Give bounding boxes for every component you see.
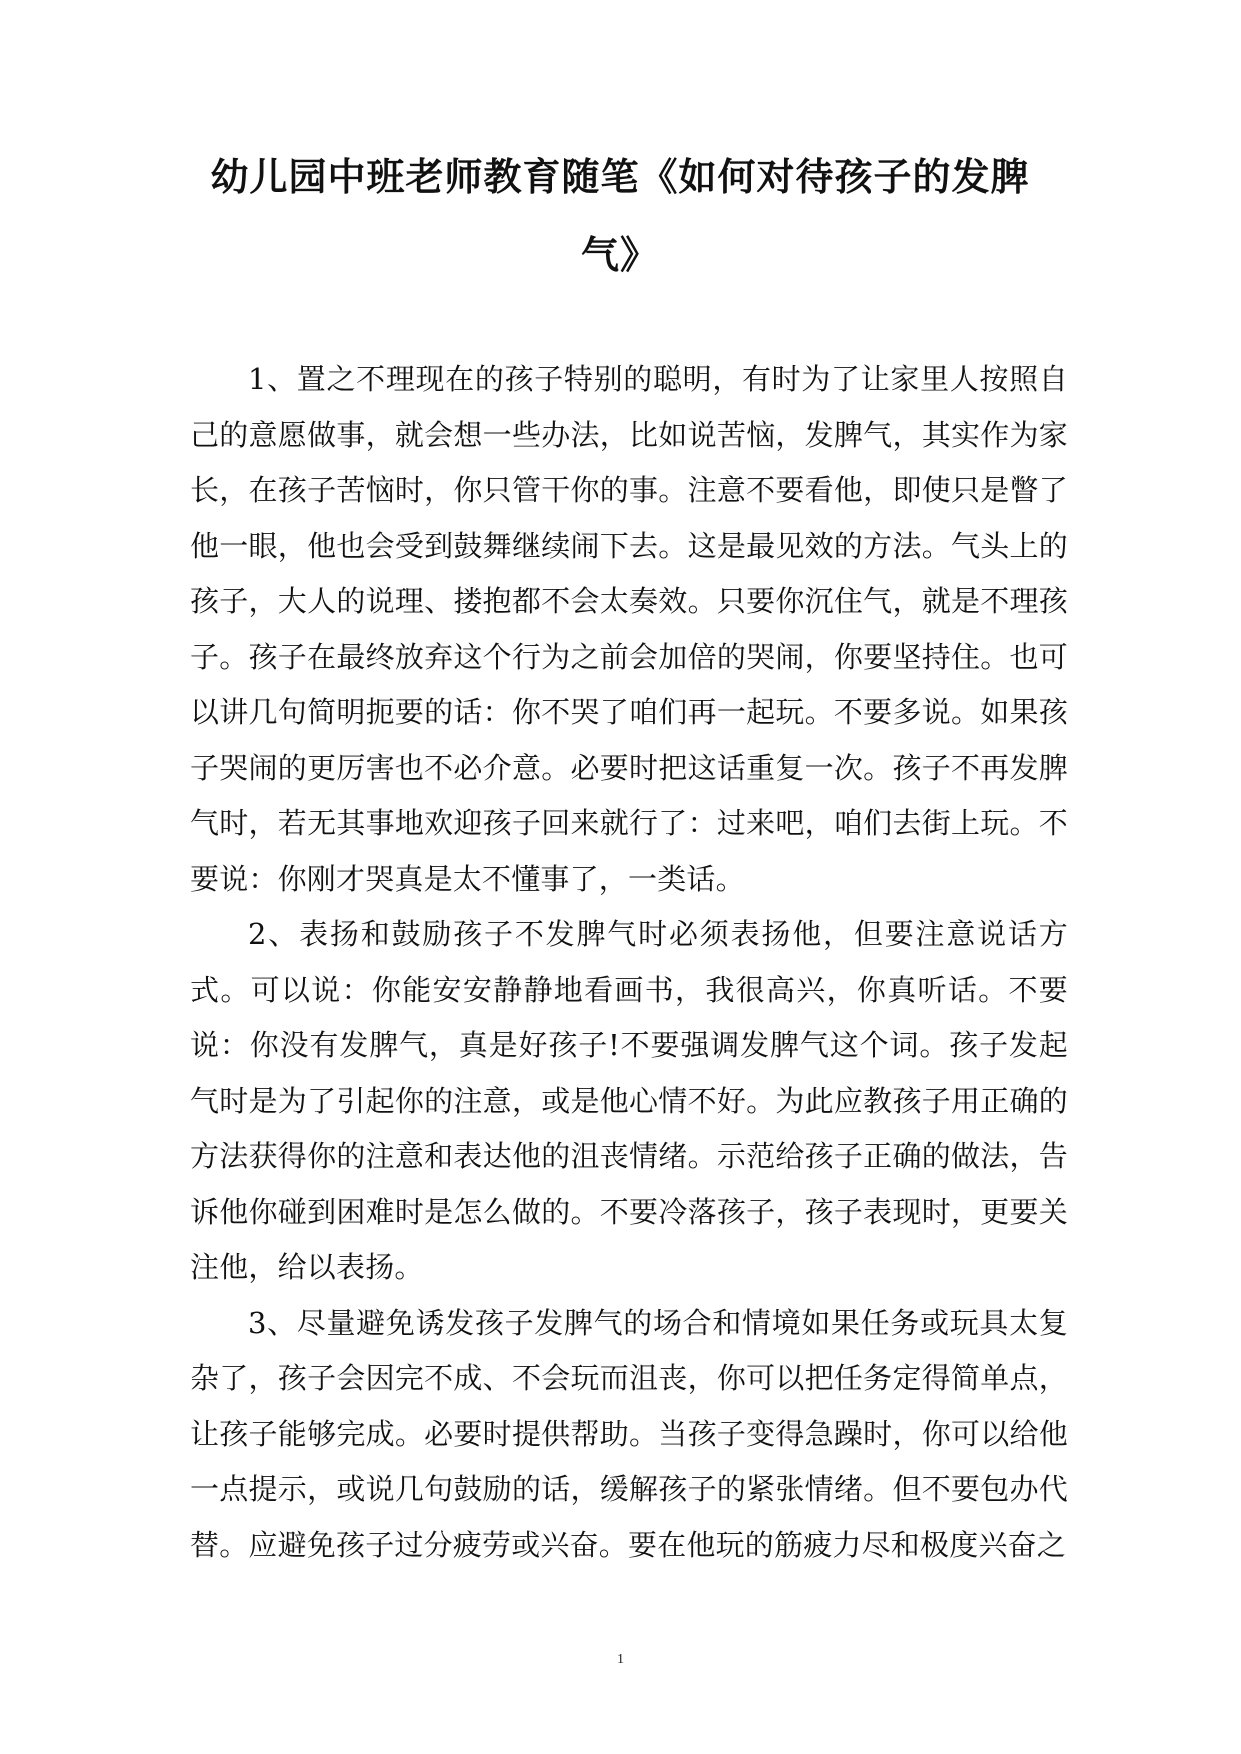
title-line-2: 气》 [580,232,659,277]
page-number: 1 [617,1652,624,1667]
paragraph-1: 1、置之不理现在的孩子特别的聪明，有时为了让家里人按照自己的意愿做事，就会想一些办法，比如说苦恼，发脾气，其实作为家长，在孩子苦恼时，你只管干你的事。注意不要看他，即使只是瞥了他一眼，他也会受到鼓舞继续闹下去。这是最见效的方法。气头上的孩子，大人的说理、搂抱都不会太奏效。只要你沉住气，就是不理孩子。孩子在最终放弃这个行为之前会加倍的哭闹，你要坚持住。也可以讲几句简明扼要的话：你不哭了咱们再一起玩。不要多说。如果孩子哭闹的更厉害也不必介意。必要时把这话重复一次。孩子不再发脾气时，若无其事地欢迎孩子回来就行了：过来吧，咱们去街上玩。不要说：你刚才哭真是太不懂事了，一类话。 [190,362,1068,896]
document-body [190,352,1068,1573]
paragraph-2: 2、表扬和鼓励孩子不发脾气时必须表扬他，但要注意说话方式。可以说：你能安安静静地看画书，我很高兴，你真听话。不要说：你没有发脾气，真是好孩子!不要强调发脾气这个词。孩子发起气时是为了引起你的注意，或是他心情不好。为此应教孩子用正确的方法获得你的注意和表达他的沮丧情绪。示范给孩子正确的做法，告诉他你碰到困难时是怎么做的。不要冷落孩子，孩子表现时，更要关注他，给以表扬。 [190,917,1068,1284]
paragraph-3: 3、尽量避免诱发孩子发脾气的场合和情境如果任务或玩具太复杂了，孩子会因完不成、不会玩而沮丧，你可以把任务定得简单点，让孩子能够完成。必要时提供帮助。当孩子变得急躁时，你可以给他一点提示，或说几句鼓励的话，缓解孩子的紧张情绪。但不要包办代替。应避免孩子过分疲劳或兴奋。要在他玩的筋疲力尽和极度兴奋之 [190,1305,1068,1562]
page-title [190,138,1050,294]
title-line-1: 幼儿园中班老师教育随笔《如何对待孩子的发脾 [210,154,1030,199]
